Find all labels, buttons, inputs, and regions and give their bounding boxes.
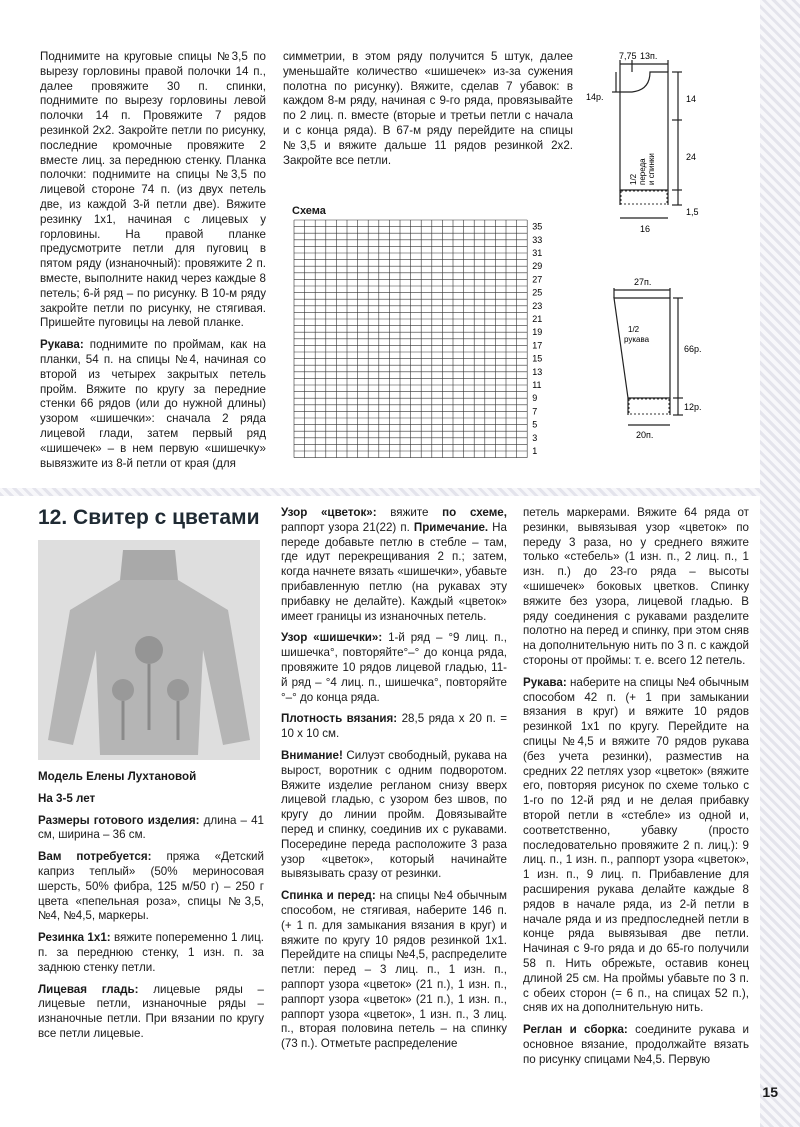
chart-row-label: 19 [532,327,543,338]
back-front-label: Спинка и перед: [281,889,376,903]
age-range: На 3-5 лет [38,791,96,805]
diag2-bottom-label: 20п. [636,430,654,440]
diag2-inner-label-1: 1/2 [628,325,640,334]
chart-row-label: 21 [532,314,543,324]
chart-row-label: 29 [532,261,543,272]
body-schematic-diagram [578,50,728,245]
flower-text-c: раппорт узора 21(22) п. [281,520,410,534]
diag1-right-label-3: 1,5 [686,207,699,217]
chart-row-label: 17 [532,340,543,351]
stockinette-text: лицевые ряды – лицевые петли, изнаночные ряды – изнаночные петли. При вязании по кругу все петли лицевые. [38,982,264,1040]
gauge-text: 28,5 ряда х 20 п. = 10 х 10 см. [281,712,507,741]
top-text-column-1 [40,50,266,478]
stockinette-label: Лицевая гладь: [38,982,139,996]
sleeves-paragraph [40,338,266,471]
sweater-illustration [38,540,260,760]
flower-label: Узор «цветок»: [281,506,377,519]
diag1-inner-label-2: переда [638,158,647,185]
chart-row-label: 31 [532,248,543,258]
sleeves-text: поднимите по проймам, как на планки, 54 п. на спицы №4, начиная со второй из четырех закрытых петель пройм. Вяжите по кругу за передние стенки 66 рядов (или до нужной длины) узором «шишечки»: сначала 2 ряда лицевой глади, затем первый ряд «шишечек» – в нем первую «шишечку» вывязжите из 8-й петли от края (для [40,338,266,470]
sizes-paragraph [38,814,264,844]
materials-label: Вам потребуется: [38,850,152,864]
back-front-paragraph [281,889,507,1052]
sleeve-outline [614,298,670,398]
bobble-text: 1-й ряд – °9 лиц. п., шишечка°, повторяйте°–° до конца ряда, провяжите 10 рядов лицевой гладью, 11-й ряд – °4 лиц. п., шишечка°, повторяйте °–° до конца ряда. [281,631,507,704]
sizes-label: Размеры готового изделия: [38,813,200,827]
materials-paragraph [38,850,264,924]
attention-text: Силуэт свободный, рукава на вырост, воротник с одним подворотом. Вяжите изделие регланом снизу вверх лицевой гладью, с узором без швов, по кругу до линии пройм. Довязывайте перед и спинку, соединив их с рукавами. Посередине переда расположите 3 раза узор «цветок», который начинайте вывязывать сразу от резинки. [281,748,507,881]
sweater-photo [38,540,260,760]
note-label: Примечание. [413,520,489,534]
flower-note: На переде добавьте петлю в стебле – там, где идут перекрещивания 2 п.; затем, когда начнете вязать «шишечки», убавьте прибавленную петлю (на рукавах эту прибавку не делайте). Каждый «цветок» имеет границы из изнаночных петель. [281,520,507,623]
diag1-top-label-2: 13п. [640,51,658,61]
attention-paragraph [281,749,507,882]
attention-label: Внимание! [281,748,343,762]
chart-row-label: 3 [532,432,538,443]
chart-row-label: 27 [532,274,543,285]
page-number: 15 [762,1084,778,1100]
rib-text: вяжите попеременно 1 лиц. п. за переднюю стенку, 1 изн. п. за заднюю стенку петли. [38,931,264,974]
knitting-chart [292,218,564,460]
flower-pattern-paragraph [281,506,507,624]
diag2-inner-label-2: рукава [624,335,650,344]
chart-row-label: 23 [532,300,543,311]
markers-paragraph: петель маркерами. Вяжите 64 ряда от резинки, вывязывая узор «цветок» по переду 3 раза, но у среднего вяжите только «стебель» (1 изн. п., 2 лиц. п., 1 изн. п.) до 23-го ряда – высоты «шишечек» боковых цветков. Спинку вяжите без узора, лицевой гладью. В ряду соединения с рукавами разделите полотно на перед и спинку, при этом сняв на дополнительную нить по 3 п. с каждой стороны от проймы: т. е. всего 12 петель. [523,506,749,667]
diag1-inner-label-3: и спинки [647,153,656,185]
neckband-instructions: Поднимите на круговые спицы №3,5 по вырезу горловины правой полочки 14 п., далее провяжите 30 п. спинки, поднимите по вырезу горловины левой полочки 14 п. Провяжите 7 рядов резинкой 2х2. Закройте петли по рисунку, последние кромочные провяжите 2 вместе лиц. за переднюю стенку. Планка полочки: поднимите на спицы №3,5 по лицевой стороне 74 п. (из двух петель две, из каждой 3-й петли две). Вяжите резинку 1х1, начиная с лицевых у горловины. На правой планке предусмотрите петли для пуговиц в пятом ряду (изнаночный): провяжите 2 п. вместе, выполните накид через каждые 8 петель; 6-й ряд – по рисунку. В 10-м ряду закройте петли по рисунку, не стягивая. Пришейте пуговицы на левой планке. [40,50,266,330]
sleeve-instructions-paragraph [523,676,749,1016]
diag1-left-label: 14р. [586,92,604,102]
chart-row-label: 1 [532,446,538,456]
diag1-right-label-1: 14 [686,94,697,104]
raglan-text: соедините рукава и основное вязание, продолжайте вязать по рисунку спицами №4,5. Первую [523,1023,749,1066]
chart-row-label: 15 [532,353,543,364]
gauge-paragraph [281,712,507,742]
model-credit: Модель Елены Лухтановой [38,770,197,783]
chart-row-label: 5 [532,419,538,430]
chart-row-label: 25 [532,287,543,298]
bobble-label: Узор «шишечки»: [281,631,383,645]
raglan-label: Реглан и сборка: [523,1023,628,1037]
sleeves-label: Рукава: [40,338,84,352]
rib-label: Резинка 1х1: [38,931,111,945]
stockinette-paragraph [38,983,264,1042]
rib-paragraph [38,931,264,975]
sleeve-schematic-diagram [578,270,728,445]
chart-row-label: 13 [532,366,543,377]
section-title: 12. Свитер с цветами [38,506,260,529]
sleeve-continuation: симметрии, в этом ряду получится 5 штук, далее уменьшайте количество «шишечек» из-за сужения полотна по рисунку). Вяжите, сделав 7 убавок: в каждом 8-м ряду, начиная с 9-го ряда, провязывайте по 2 лиц. п. вместе (вторые и третьи петли с начала и с конца ряда). В 67-м ряду перейдите на спицы №3,5 и вяжите дальше 11 рядов резинкой 2х2. Закройте все петли. [283,50,573,167]
chart-row-label: 35 [532,221,543,232]
materials-text: пряжа «Детский каприз теплый» (50% мериносовая шерсть, 50% фибра, 125 м/50 г) – 250 г цвета «пепельная роза», спицы №3,5, №4, №4,5, маркеры. [38,850,264,923]
top-text-column-2 [283,50,573,175]
gauge-label: Плотность вязания: [281,712,398,726]
flower-text-b: по схеме, [442,506,507,519]
chart-row-label: 7 [532,406,538,417]
diag1-top-label-1: 7,75 [619,51,637,61]
diag2-right-label-2: 12р. [684,402,702,412]
raglan-paragraph [523,1023,749,1067]
diag1-inner-label-1: 1/2 [629,173,638,185]
back-front-text: на спицы №4 обычным способом, не стягивая, наберите 146 п. (+ 1 п. для замыкания вязания в круг) и вяжите по кругу 10 рядов резинкой 1х1. Перейдите на спицы №4,5, распределите петли: перед – 3 лиц. п., 1 изн. п., раппорт узора «цветок» (21 п.), 1 изн. п., раппорт узора «цветок» (21 п.), 1 изн. п., раппорт узора «цветок», 1 изн. п., 3 лиц. п., вторая половина петель – на спинку (73 п.). Отметьте распределение [281,889,508,1051]
bottom-text-column-1 [38,770,264,1049]
sizes-text: длина – 41 см, ширина – 36 см. [38,813,264,842]
bottom-text-column-3 [523,506,749,1074]
diag2-top-label: 27п. [634,277,652,287]
section-separator [0,488,760,496]
schema-title: Схема [292,205,326,217]
bobble-paragraph [281,631,507,705]
diag1-right-label-2: 24 [686,152,697,162]
bottom-text-column-2 [281,506,507,1059]
diag2-right-label-1: 66р. [684,344,702,354]
chart-row-label: 33 [532,234,543,245]
sleeve-text: наберите на спицы №4 обычным способом 42 п. (+ 1 при замыкании вязания в круг) и вяжите 10 рядов резинкой 1х1 по кругу. Перейдите на спицы №4,5 и вяжите 70 рядов рукава (без учета резинки), разместив на средних 22 петлях узор «цветок» (вяжите его, повторяя рисунок по схеме только с 1-го по 12-й ряд и не делая прибавку второй петли в «стебле» из одной и, соответственно, убавку (просто последовательно провяжите 2 п. лиц.): 9 лиц. п., 1 изн. п., раппорт узора «цветок», 1 изн. п., 9 лиц. п. Прибавление для расширения рукава делайте каждые 8 рядов в начале ряда, из 2-й петли в начале ряда и из предпоследней петли в конце ряда вывязывая две петли. Начиная с 9-го ряда и до 65-го получили 58 п. Нить обрежьте, оставив конец длиной 25 см. На проймы убавьте по 3 п. с обеих сторон (= 6 п., на спицах 52 п.), сняв их на дополнительную нить. [523,675,749,1015]
sleeve-label: Рукава: [523,675,567,689]
chart-row-label: 9 [532,393,538,404]
flower-text-a: вяжите [390,506,429,519]
diag1-bottom-label: 16 [640,224,651,234]
chart-row-label: 11 [532,380,542,390]
